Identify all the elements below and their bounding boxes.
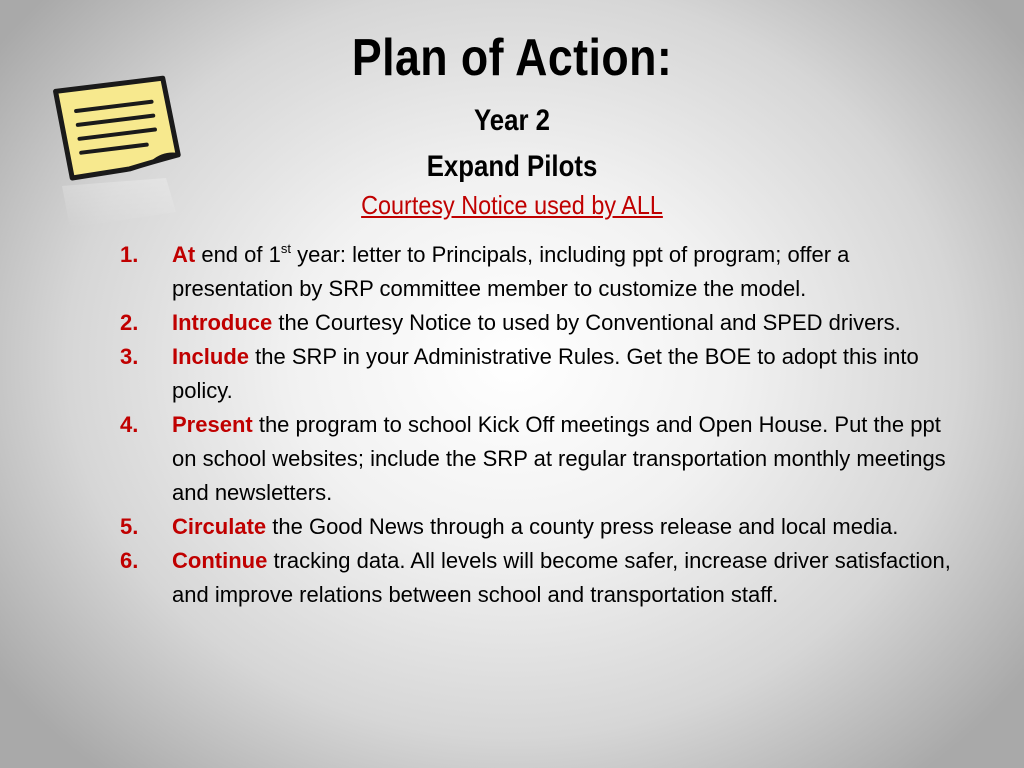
item-text: the program to school Kick Off meetings and Open House. Put the ppt on school websites; include the SRP at regular transportation monthly meetings and newsletters. xyxy=(172,412,946,505)
list-item xyxy=(120,340,960,408)
list-item xyxy=(120,544,960,612)
item-keyword: Include xyxy=(172,344,250,369)
slide-subtitle-year: Year 2 xyxy=(473,104,551,137)
action-list xyxy=(120,238,960,612)
item-number: 1. xyxy=(120,242,139,267)
item-text: the Good News through a county press release and local media. xyxy=(266,514,899,539)
item-superscript: st xyxy=(280,241,291,256)
courtesy-notice-link[interactable]: Courtesy Notice used by ALL xyxy=(361,190,663,220)
item-number: 6. xyxy=(120,548,139,573)
item-text: the SRP in your Administrative Rules. Get the BOE to adopt this into policy. xyxy=(172,344,919,403)
item-text: the Courtesy Notice to used by Conventional and SPED drivers. xyxy=(272,310,901,335)
item-keyword: Continue xyxy=(172,548,268,573)
list-item xyxy=(120,306,960,340)
item-keyword: Introduce xyxy=(172,310,273,335)
list-item xyxy=(120,238,960,306)
slide-subtitle-expand: Expand Pilots xyxy=(426,150,598,183)
item-number: 2. xyxy=(120,310,139,335)
item-text: tracking data. All levels will become safer, increase driver satisfaction, and improve relations between school and transportation staff. xyxy=(172,548,951,607)
item-keyword: Circulate xyxy=(172,514,267,539)
item-text: year: letter to Principals, including ppt of program; offer a presentation by SRP committee member to customize the model. xyxy=(172,242,850,301)
item-keyword: Present xyxy=(172,412,253,437)
item-number: 3. xyxy=(120,344,139,369)
item-number: 5. xyxy=(120,514,139,539)
slide-title: Plan of Action: xyxy=(351,29,673,87)
item-number: 4. xyxy=(120,412,139,437)
list-item xyxy=(120,510,960,544)
item-keyword: At xyxy=(172,242,196,267)
item-text-prefix: end of 1 xyxy=(195,242,281,267)
list-item xyxy=(120,408,960,510)
